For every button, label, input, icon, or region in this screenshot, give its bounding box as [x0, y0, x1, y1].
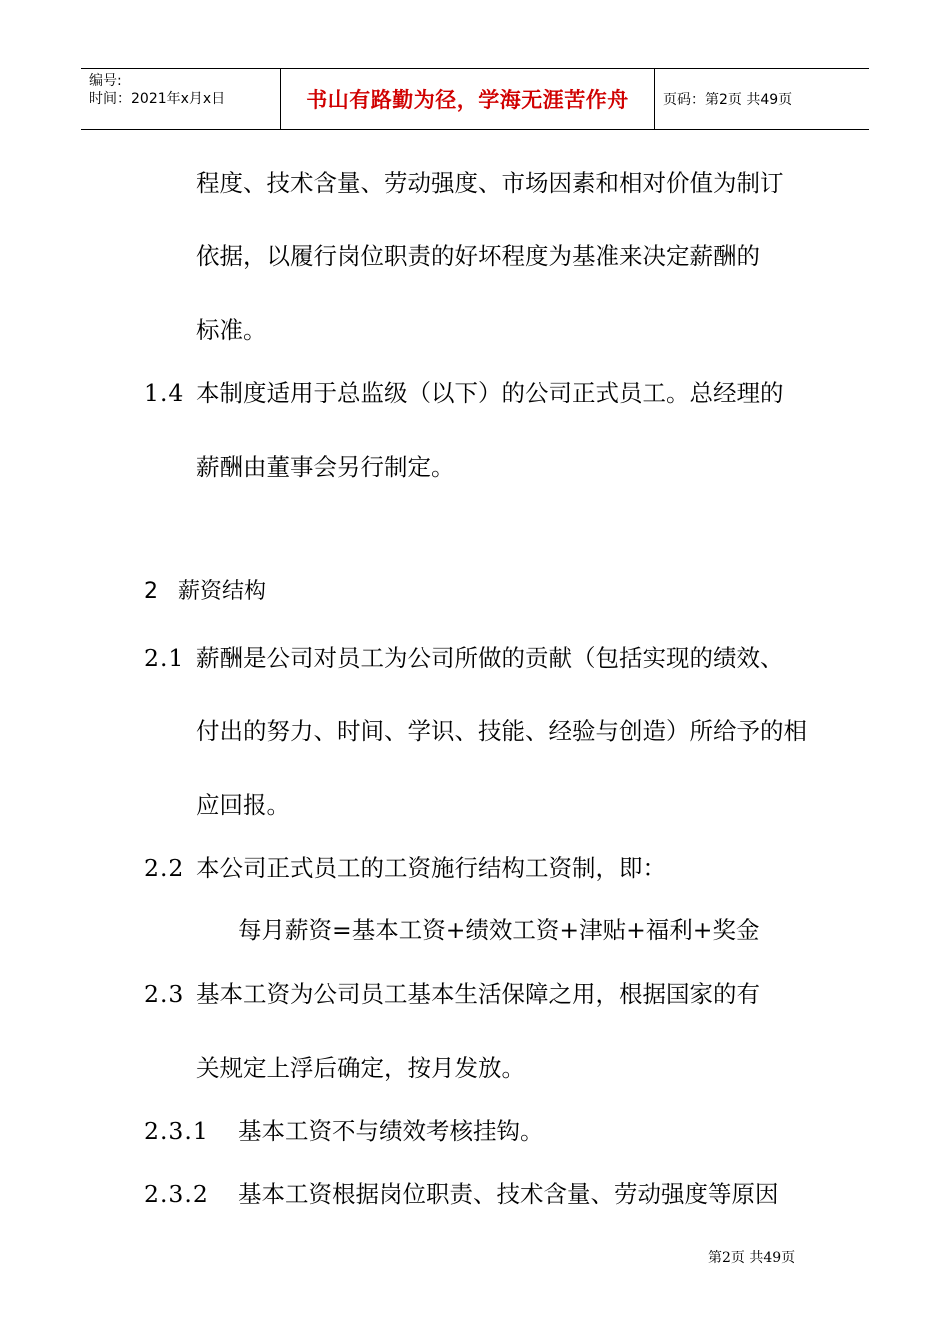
body-line: 标准。	[196, 316, 267, 344]
formula-line: 每月薪资=基本工资+绩效工资+津贴+福利+奖金	[238, 916, 760, 944]
serial-label: 编号:	[89, 73, 122, 89]
header-motto-cell	[281, 69, 655, 129]
body-line: 本公司正式员工的工资施行结构工资制，即：	[196, 854, 666, 882]
body-line: 薪酬是公司对员工为公司所做的贡献（包括实现的绩效、	[196, 644, 784, 672]
section-number: 2.2	[144, 854, 185, 882]
header-page-info	[655, 69, 869, 129]
section-number: 2.3.1	[144, 1117, 209, 1145]
section-number: 2.1	[144, 644, 185, 672]
header-meta	[81, 69, 281, 129]
page-info-text: 页码：第2页 共49页	[663, 92, 793, 108]
section-number: 2.3	[144, 980, 185, 1008]
page-header	[81, 68, 869, 130]
body-line: 本制度适用于总监级（以下）的公司正式员工。总经理的	[196, 379, 784, 407]
page-footer: 第2页 共49页	[708, 1250, 796, 1266]
body-line: 关规定上浮后确定，按月发放。	[196, 1054, 525, 1082]
section-heading: 薪资结构	[178, 579, 267, 604]
body-line: 应回报。	[196, 791, 290, 819]
body-line: 程度、技术含量、劳动强度、市场因素和相对价值为制订	[196, 169, 784, 197]
body-line: 薪酬由董事会另行制定。	[196, 453, 455, 481]
header-motto: 书山有路勤为径，学海无涯苦作舟	[306, 88, 629, 112]
section-number: 1.4	[144, 379, 185, 407]
body-line: 依据，以履行岗位职责的好坏程度为基准来决定薪酬的	[196, 242, 760, 270]
time-label: 时间：2021年x月x日	[89, 91, 226, 107]
body-line: 基本工资为公司员工基本生活保障之用，根据国家的有	[196, 980, 760, 1008]
body-line: 基本工资不与绩效考核挂钩。	[238, 1117, 544, 1145]
heading-number: 2	[144, 579, 159, 604]
section-number: 2.3.2	[144, 1180, 209, 1208]
body-line: 付出的努力、时间、学识、技能、经验与创造）所给予的相	[196, 717, 807, 745]
body-line: 基本工资根据岗位职责、技术含量、劳动强度等原因	[238, 1180, 779, 1208]
